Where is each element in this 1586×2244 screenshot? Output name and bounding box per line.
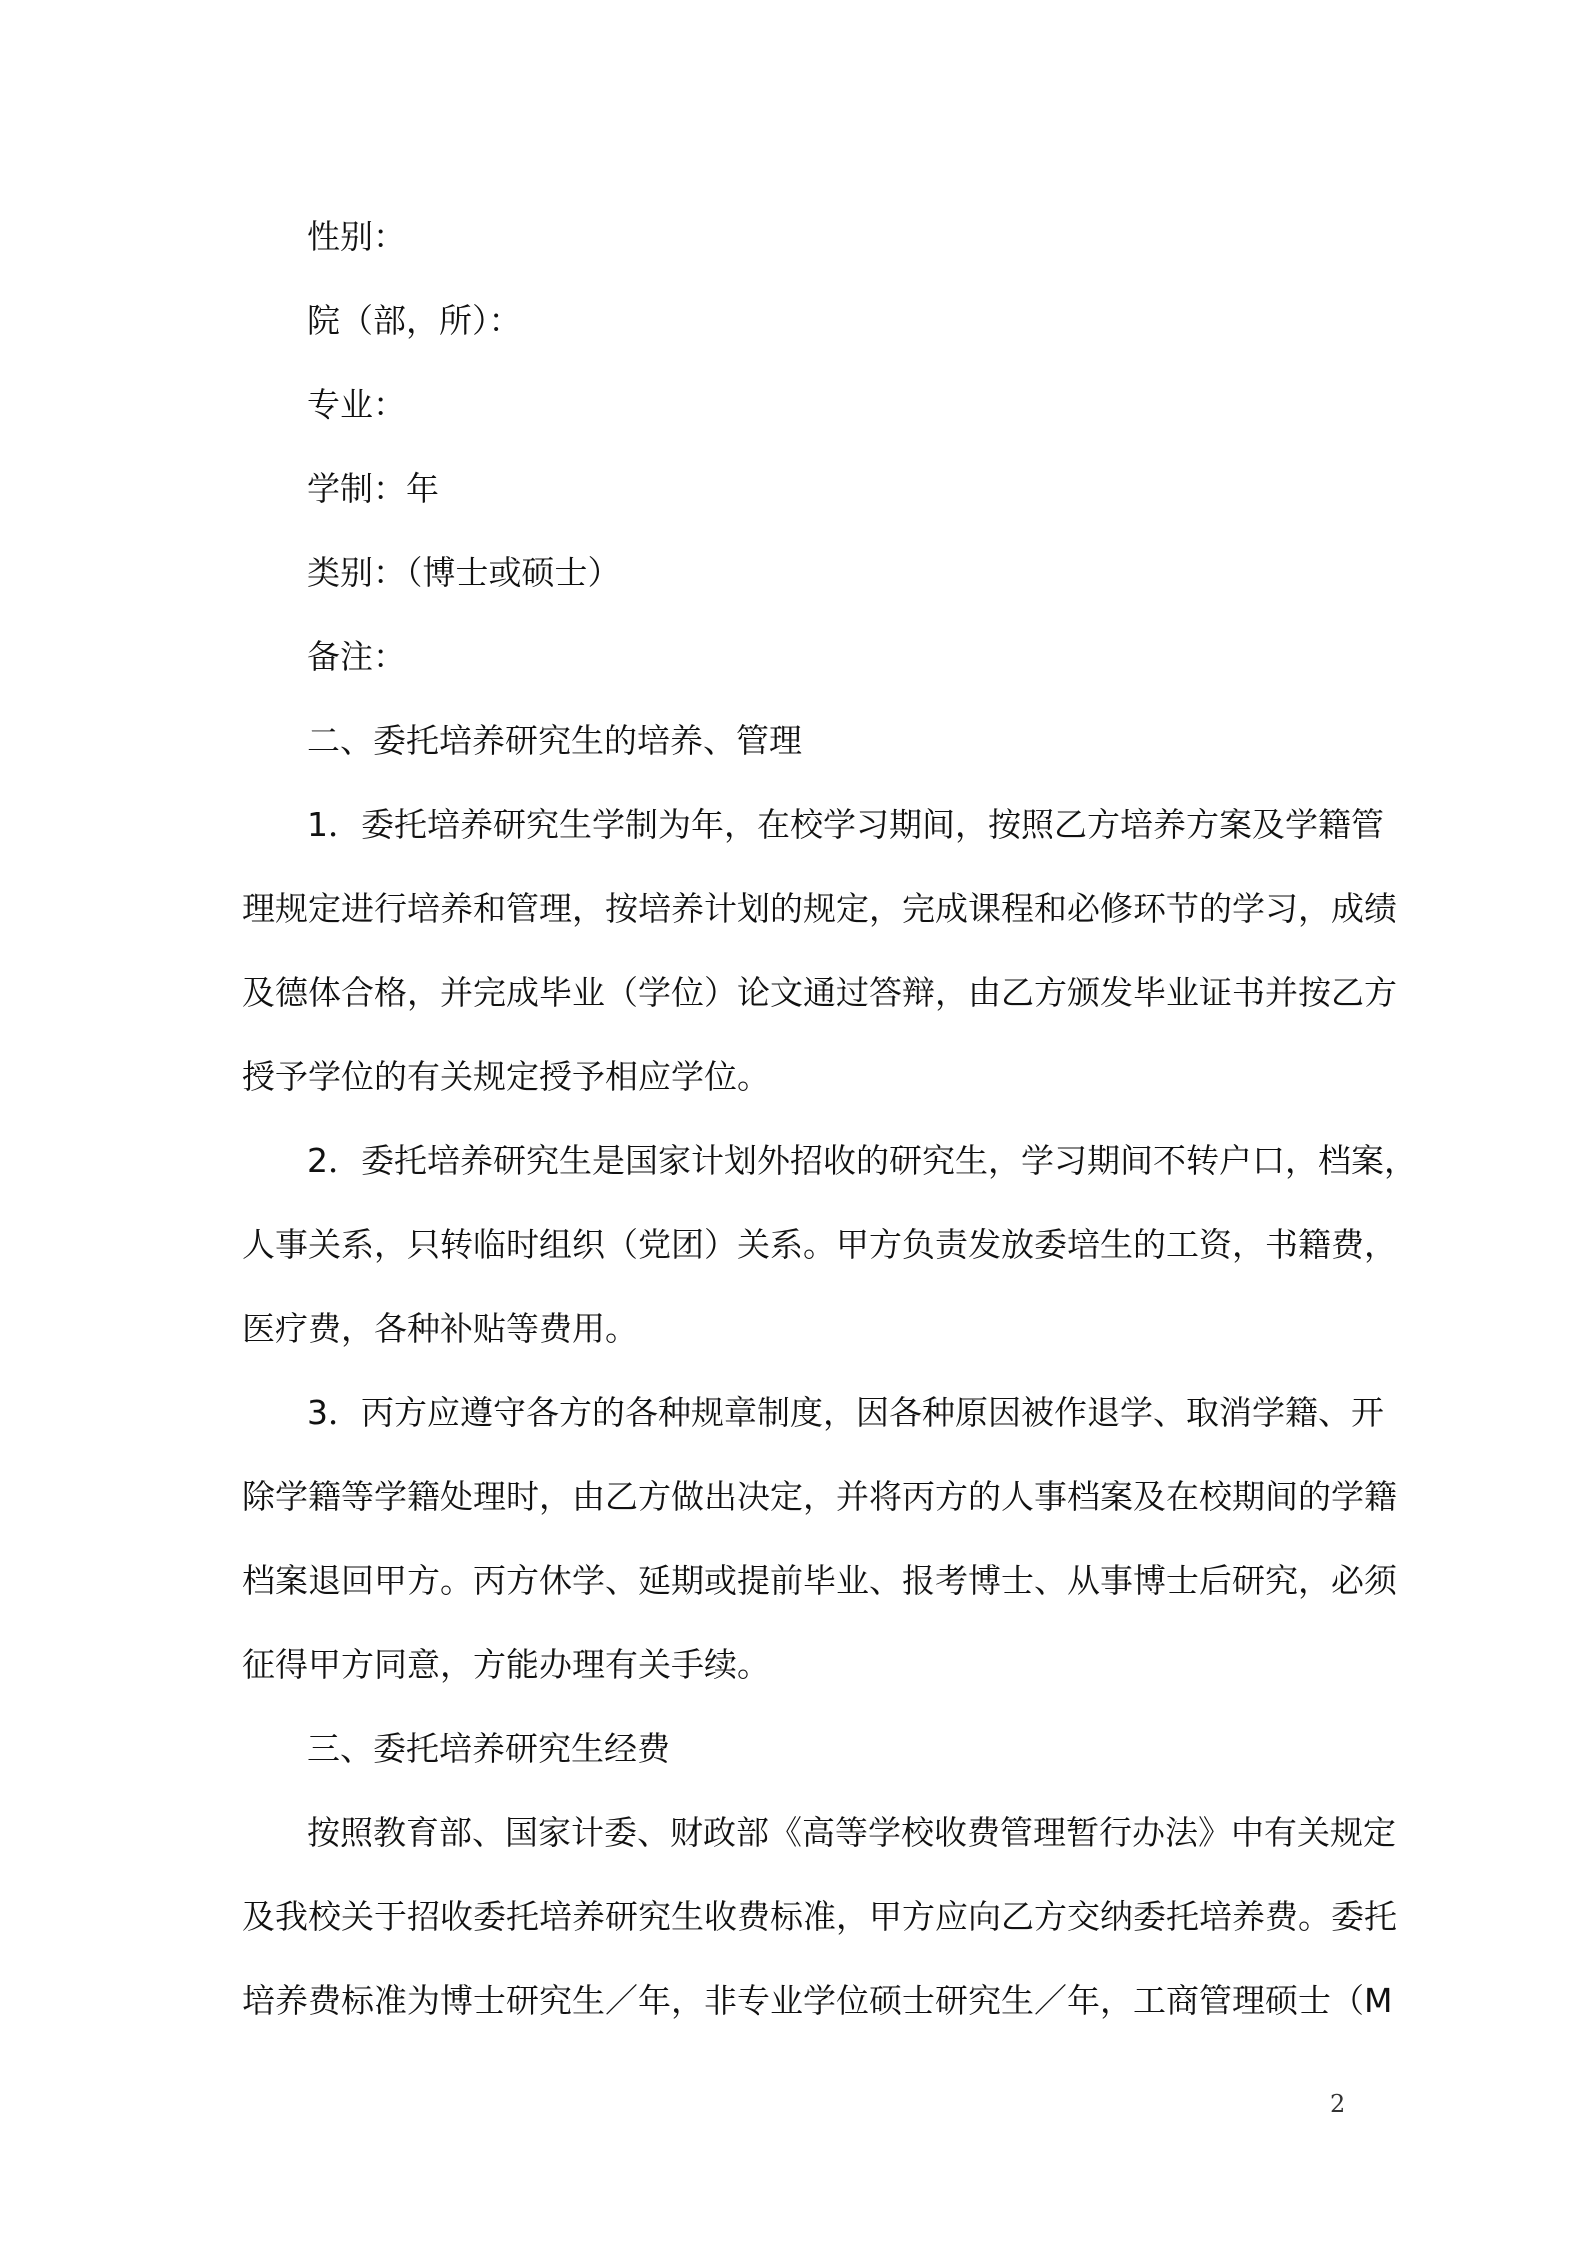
page-number: 2 [1330,2090,1346,2118]
field-major: 专业： [307,385,406,424]
section-3-heading: 三、委托培养研究生经费 [307,1729,670,1768]
section-2-item-3 [242,1371,1397,1707]
paragraph-line: 理规定进行培养和管理，按培养计划的规定，完成课程和必修环节的学习，成绩 [242,889,1397,928]
page-content [242,195,1417,2043]
paragraph-line: 按照教育部、国家计委、财政部《高等学校收费管理暂行办法》中有关规定 [307,1813,1396,1852]
field-remarks: 备注： [307,637,406,676]
paragraph-line: 授予学位的有关规定授予相应学位。 [242,1057,770,1096]
field-gender: 性别： [307,217,406,256]
field-duration: 学制：年 [307,469,439,508]
paragraph-line: 1．委托培养研究生学制为年，在校学习期间，按照乙方培养方案及学籍管 [307,805,1384,844]
section-2-heading: 二、委托培养研究生的培养、管理 [307,721,802,760]
section-3-paragraph [242,1791,1397,2043]
paragraph-line: 及我校关于招收委托培养研究生收费标准，甲方应向乙方交纳委托培养费。委托 [242,1897,1397,1936]
paragraph-line: 除学籍等学籍处理时，由乙方做出决定，并将丙方的人事档案及在校期间的学籍 [242,1477,1397,1516]
section-2-item-1 [242,783,1397,1119]
paragraph-line: 征得甲方同意，方能办理有关手续。 [242,1645,770,1684]
paragraph-line: 档案退回甲方。丙方休学、延期或提前毕业、报考博士、从事博士后研究，必须 [242,1561,1397,1600]
paragraph-line: 及德体合格，并完成毕业（学位）论文通过答辩，由乙方颁发毕业证书并按乙方 [242,973,1397,1012]
paragraph-line: 3．丙方应遵守各方的各种规章制度，因各种原因被作退学、取消学籍、开 [307,1393,1384,1432]
field-category: 类别：（博士或硕士） [307,553,621,592]
paragraph-line: 医疗费，各种补贴等费用。 [242,1309,638,1348]
paragraph-line: 2．委托培养研究生是国家计划外招收的研究生，学习期间不转户口，档案， [307,1141,1417,1180]
field-department: 院（部，所）： [307,301,522,340]
paragraph-line: 人事关系，只转临时组织（党团）关系。甲方负责发放委培生的工资，书籍费， [242,1225,1397,1264]
section-2-item-2 [242,1119,1417,1371]
paragraph-line: 培养费标准为博士研究生／年，非专业学位硕士研究生／年，工商管理硕士（M [242,1981,1393,2020]
